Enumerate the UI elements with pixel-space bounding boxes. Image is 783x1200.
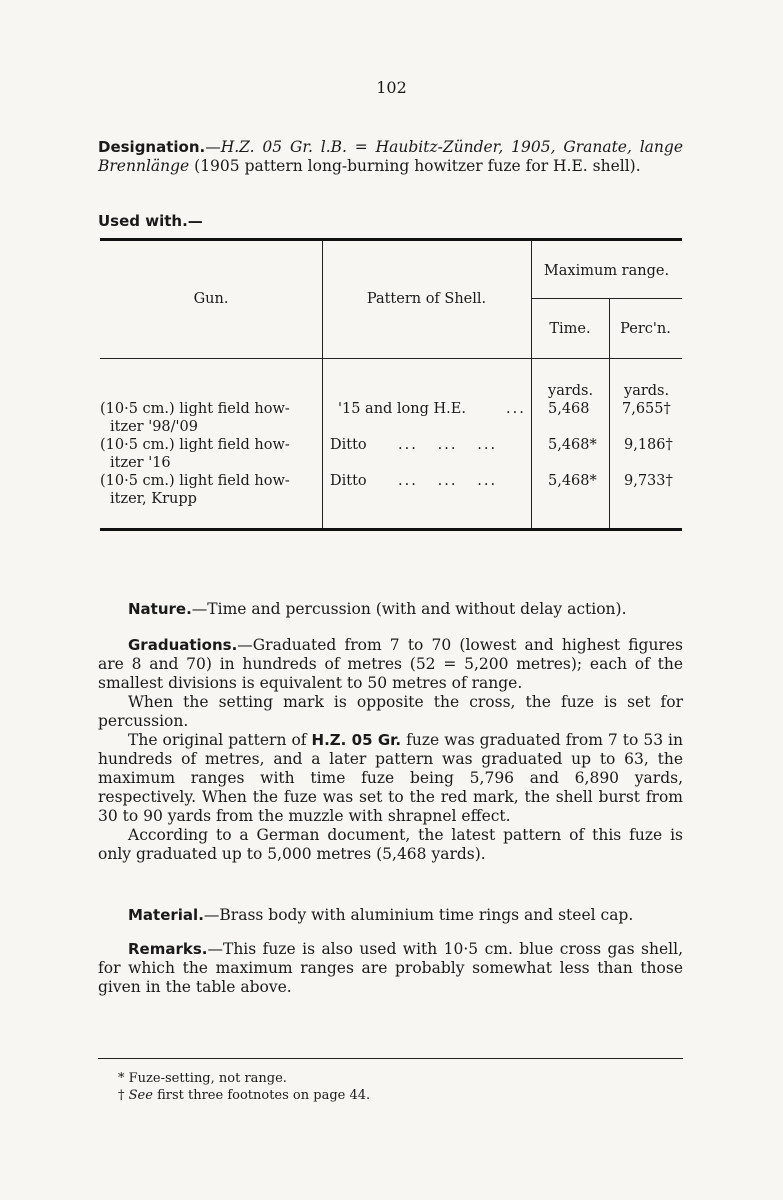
row-leader-dots: ... ... ... [398, 437, 498, 453]
footnote-rule [98, 1058, 683, 1059]
footnote-1-text: Fuze-setting, not range. [128, 1071, 287, 1086]
row-gun-line1: (10·5 cm.) light field how- [100, 473, 290, 489]
row-gun-line1: (10·5 cm.) light field how- [100, 437, 290, 453]
header-max-range: Maximum range. [543, 263, 670, 279]
graduations-para4: According to a German document, the latest pattern of this fuze is only graduated up to 5,000 metres (5,468 yards). [98, 826, 683, 863]
remarks-paragraph [98, 940, 683, 997]
header-time: Time. [549, 321, 591, 337]
designation-heading: Designation. [98, 138, 206, 156]
designation-paragraph [98, 138, 683, 176]
designation-abbrev: H.Z. 05 Gr. l.B. = Haubitz-Zünder, 1905, Granate, lange Brennlänge [98, 138, 683, 175]
row-percn: 7,655† [622, 401, 671, 417]
footnote-2-see: See [128, 1088, 153, 1103]
graduations-section [98, 636, 683, 864]
row-pattern: '15 and long H.E. [338, 401, 466, 417]
designation-dash: — [205, 138, 221, 156]
material-text: —Brass body with aluminium time rings and steel cap. [203, 906, 634, 924]
row-pattern: Ditto [330, 437, 367, 453]
graduations-text: —Graduated from 7 to 70 (lowest and highest figures are 8 and 70) in hundreds of metres (52 = 5,200 metres); each of the smallest divisions is equivalent to 50 metres of range. [98, 636, 683, 692]
table-row [100, 436, 318, 472]
table-col-divider [322, 240, 323, 528]
remarks-heading: Remarks. [128, 940, 208, 958]
nature-text: —Time and percussion (with and without delay action). [191, 600, 627, 618]
row-gun-line1: (10·5 cm.) light field how- [100, 401, 290, 417]
row-time: 5,468 [548, 401, 590, 417]
unit-time: yards. [548, 383, 594, 399]
graduations-para2: When the setting mark is opposite the cross, the fuze is set for percussion. [98, 693, 683, 730]
table-header-rule [100, 358, 682, 359]
row-percn: 9,733† [624, 473, 673, 489]
remarks-text: —This fuze is also used with 10·5 cm. blue cross gas shell, for which the maximum ranges are probably somewhat less than those given in the table above. [98, 940, 683, 996]
header-percn: Perc'n. [620, 321, 671, 337]
row-gun-line2: itzer '16 [110, 455, 171, 471]
nature-paragraph [128, 600, 688, 619]
table-row [100, 472, 318, 508]
footnote-2-mark: † [118, 1088, 125, 1103]
header-pattern: Pattern of Shell. [366, 291, 487, 307]
row-leader-dots: ... ... ... [398, 473, 498, 489]
row-pattern: Ditto [330, 473, 367, 489]
table-bottom-rule [100, 528, 682, 531]
unit-percn: yards. [624, 383, 670, 399]
page-number: 102 [376, 78, 407, 97]
used-with-heading: Used with.— [98, 212, 203, 230]
row-gun-line2: itzer '98/'09 [110, 419, 198, 435]
footnote-2 [118, 1087, 370, 1104]
footnote-1-mark: * [118, 1071, 125, 1086]
footnote-2-text: first three footnotes on page 44. [152, 1088, 371, 1103]
row-time: 5,468* [548, 437, 597, 453]
row-time: 5,468* [548, 473, 597, 489]
header-gun: Gun. [193, 291, 229, 307]
table-row [100, 400, 318, 436]
designation-translation: (1905 pattern long-burning howitzer fuze for H.E. shell). [189, 157, 641, 175]
graduations-para3-pre: The original pattern of [128, 731, 312, 749]
used-with-heading-block [98, 212, 683, 231]
nature-heading: Nature. [128, 600, 192, 618]
graduations-para3-post: fuze was graduated from 7 to 53 in hundreds of metres, and a later pattern was graduated up to 63, the maximum ranges with time fuze being 5,796 and 6,890 yards, respectively. When the fuze was set to the red mark, the shell burst from 30 to 90 yards from the muzzle with shrapnel effect. [98, 731, 683, 825]
row-percn: 9,186† [624, 437, 673, 453]
footnote-1 [118, 1070, 287, 1087]
graduations-heading: Graduations. [128, 636, 238, 654]
material-paragraph [128, 906, 688, 925]
table-top-rule [100, 238, 682, 241]
table-subheader-rule [531, 298, 682, 299]
graduations-para3-bold: H.Z. 05 Gr. [311, 731, 402, 749]
row-gun-line2: itzer, Krupp [110, 491, 197, 507]
row-leader-dots: ... [506, 401, 526, 417]
material-heading: Material. [128, 906, 204, 924]
table-col-divider [531, 240, 532, 528]
